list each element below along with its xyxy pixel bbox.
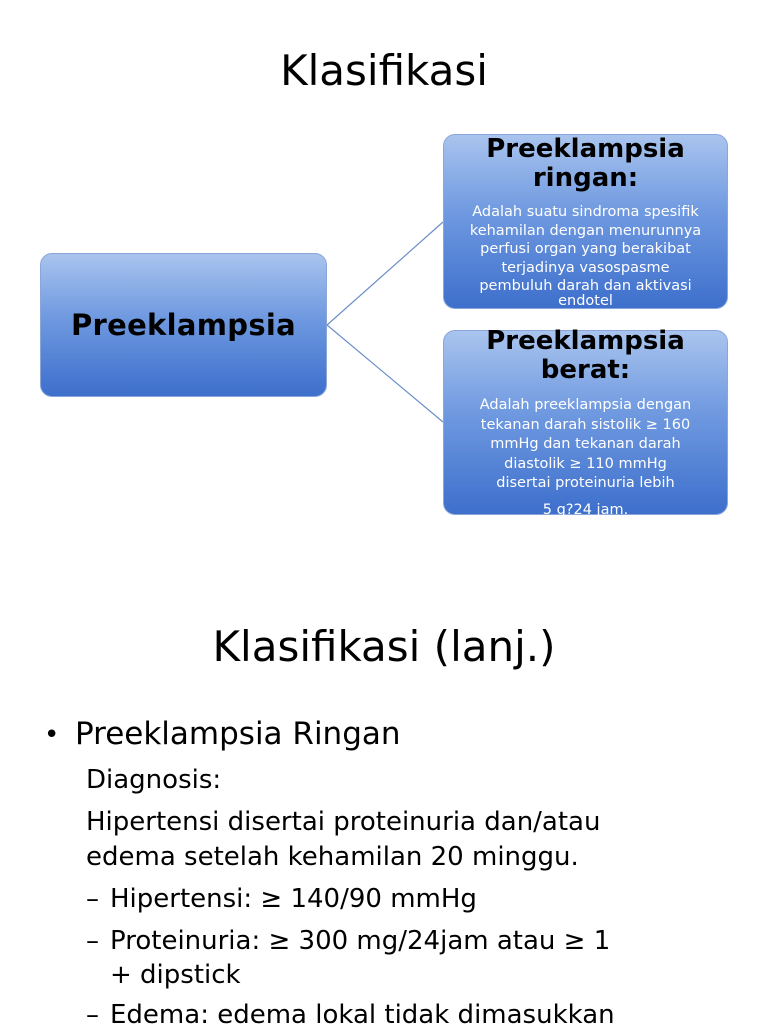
bullet-icon: • <box>44 720 60 750</box>
desc-line: perfusi organ yang berakibat <box>480 241 691 257</box>
node-title-line2: ringan: <box>532 163 639 193</box>
dash-icon: – <box>86 1000 99 1030</box>
desc-line: terjadinya vasospasme <box>501 259 670 276</box>
node-preeklampsia <box>40 253 327 397</box>
connector-ringan <box>327 222 443 325</box>
slide-klasifikasi-lanjutan <box>0 560 768 1030</box>
bullet-text: Preeklampsia Ringan <box>75 716 401 752</box>
node-title-line1: Preeklampsia <box>486 326 685 356</box>
description-line: edema setelah kehamilan 20 minggu. <box>86 842 579 872</box>
dash-icon: – <box>86 926 99 956</box>
node-preeklampsia-berat <box>443 326 728 518</box>
desc-line: 5 g?24 jam. <box>542 501 629 518</box>
node-preeklampsia-label: Preeklampsia <box>70 308 297 342</box>
desc-line: disertai proteinuria lebih <box>496 475 675 491</box>
node-description <box>444 203 727 309</box>
diagnosis-label: Diagnosis: <box>86 765 222 795</box>
node-title-line1: Preeklampsia <box>486 134 685 164</box>
sub-item-proteinuria: Proteinuria: ≥ 300 mg/24jam atau ≥ 1 <box>110 926 611 956</box>
connector-berat <box>327 325 443 422</box>
desc-line: endotel <box>558 292 613 309</box>
desc-line: tekanan darah sistolik ≥ 160 <box>480 416 691 433</box>
node-title-line2: berat: <box>540 355 631 385</box>
node-preeklampsia-ringan <box>443 134 728 309</box>
sub-item-hipertensi: Hipertensi: ≥ 140/90 mmHg <box>110 884 477 914</box>
dash-icon: – <box>86 884 99 914</box>
desc-line: Adalah suatu sindroma spesifik <box>472 204 699 220</box>
sub-item-proteinuria-cont: + dipstick <box>110 960 241 990</box>
desc-line: mmHg dan tekanan darah <box>490 436 681 452</box>
slide-title: Klasifikasi (lanj.) <box>212 622 556 671</box>
description-line: Hipertensi disertai proteinuria dan/atau <box>86 807 601 837</box>
sub-item-edema: Edema: edema lokal tidak dimasukkan <box>110 1000 615 1030</box>
desc-line: pembuluh darah dan aktivasi <box>479 278 692 294</box>
desc-line: kehamilan dengan menurunnya <box>469 222 702 239</box>
desc-line: diastolik ≥ 110 mmHg <box>504 455 667 472</box>
slide-title: Klasifikasi <box>280 46 488 95</box>
node-description <box>444 396 727 520</box>
desc-line: Adalah preeklampsia dengan <box>479 397 692 413</box>
